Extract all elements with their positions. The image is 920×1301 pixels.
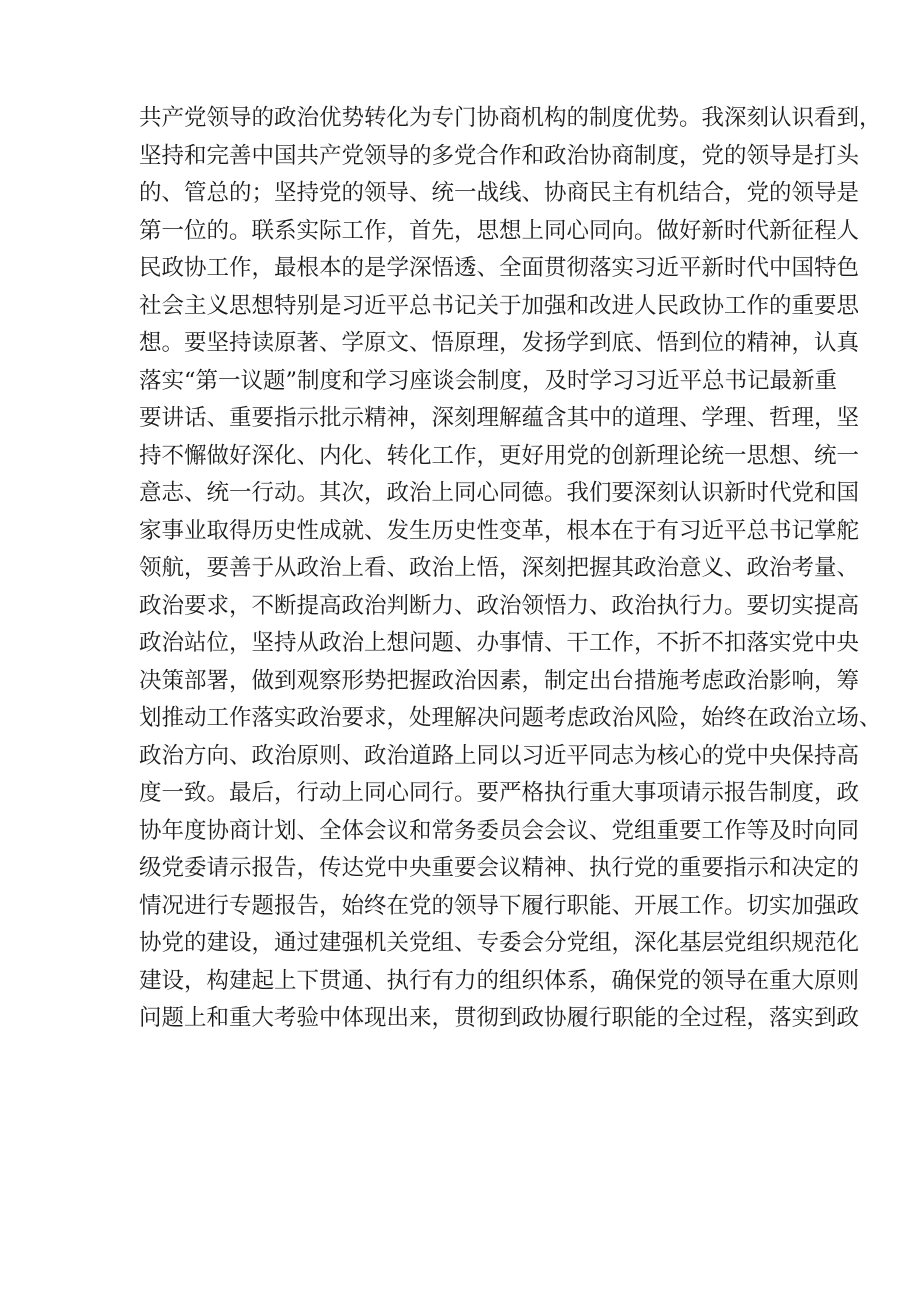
text-line: 社会主义思想特别是习近平总书记关于加强和改进人民政协工作的重要思 xyxy=(139,292,860,319)
text-line: 协党的建设，通过建强机关党组、专委会分党组，深化基层党组织规范化 xyxy=(139,930,860,956)
text-line: 家事业取得历史性成就、发生历史性变革，根本在于有习近平总书记掌舵 xyxy=(139,517,860,544)
body-paragraph xyxy=(139,100,882,1038)
text-line: 落实“第一议题”制度和学习座谈会制度，及时学习习近平总书记最新重 xyxy=(139,367,838,394)
text-line: 共产党领导的政治优势转化为专门协商机构的制度优势。我深刻认识看到， xyxy=(139,105,882,131)
text-line: 级党委请示报告，传达党中央重要会议精神、执行党的重要指示和决定的 xyxy=(139,855,860,881)
text-line: 政治要求，不断提高政治判断力、政治领悟力、政治执行力。要切实提高 xyxy=(139,592,860,619)
text-line: 政治站位，坚持从政治上想问题、办事情、干工作，不折不扣落实党中央 xyxy=(139,630,860,656)
text-line: 要讲话、重要指示批示精神，深刻理解蕴含其中的道理、学理、哲理，坚 xyxy=(139,405,860,431)
text-line: 意志、统一行动。其次，政治上同心同德。我们要深刻认识新时代党和国 xyxy=(139,480,860,506)
text-line: 民政协工作，最根本的是学深悟透、全面贯彻落实习近平新时代中国特色 xyxy=(139,255,860,281)
text-line: 度一致。最后，行动上同心同行。要严格执行重大事项请示报告制度，政 xyxy=(139,780,860,806)
text-line: 的、管总的；坚持党的领导、统一战线、协商民主有机结合，党的领导是 xyxy=(139,180,860,206)
text-line: 问题上和重大考验中体现出来，贯彻到政协履行职能的全过程，落实到政 xyxy=(139,1005,860,1031)
text-line: 领航，要善于从政治上看、政治上悟，深刻把握其政治意义、政治考量、 xyxy=(139,555,860,581)
text-line: 持不懈做好深化、内化、转化工作，更好用党的创新理论统一思想、统一 xyxy=(139,442,860,469)
text-line: 第一位的。联系实际工作，首先，思想上同心同向。做好新时代新征程人 xyxy=(139,217,860,244)
text-line: 决策部署，做到观察形势把握政治因素，制定出台措施考虑政治影响，筹 xyxy=(139,667,860,694)
text-line: 坚持和完善中国共产党领导的多党合作和政治协商制度，党的领导是打头 xyxy=(139,142,860,169)
text-line: 建设，构建起上下贯通、执行有力的组织体系，确保党的领导在重大原则 xyxy=(139,967,860,994)
text-line: 划推动工作落实政治要求，处理解决问题考虑政治风险，始终在政治立场、 xyxy=(139,705,882,731)
text-line: 政治方向、政治原则、政治道路上同以习近平同志为核心的党中央保持高 xyxy=(139,742,860,769)
text-line: 协年度协商计划、全体会议和常务委员会会议、党组重要工作等及时向同 xyxy=(139,817,860,844)
text-line: 想。要坚持读原著、学原文、悟原理，发扬学到底、悟到位的精神，认真 xyxy=(139,330,860,356)
text-line: 情况进行专题报告，始终在党的领导下履行职能、开展工作。切实加强政 xyxy=(139,892,860,919)
